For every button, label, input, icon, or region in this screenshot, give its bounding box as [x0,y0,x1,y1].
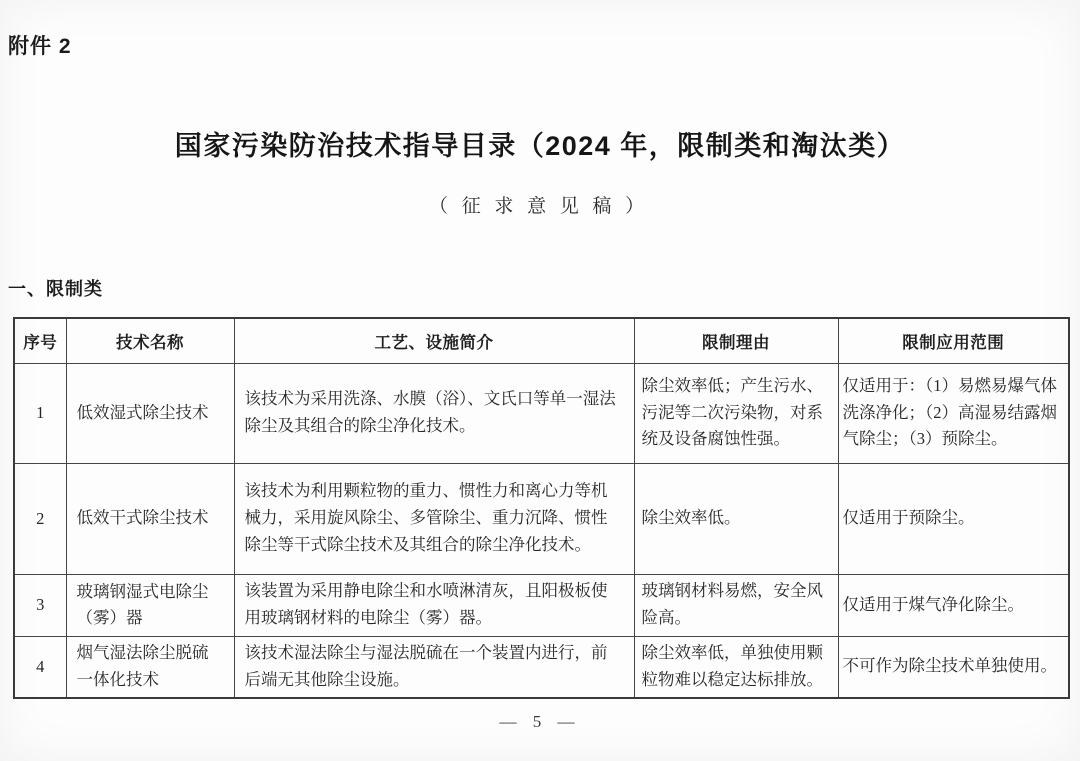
document-title: 国家污染防治技术指导目录（2024 年，限制类和淘汰类） [174,131,906,161]
application-scope-cell: 仅适用于：（1）易燃易爆气体洗涤净化；（2）高湿易结露烟气除尘；（3）预除尘。 [838,363,1069,463]
attachment-label: 附件 2 [8,35,72,58]
process-intro-cell: 该装置为采用静电除尘和水喷淋清灰，且阳极板使用玻璃钢材料的电除尘（雾）器。 [234,574,634,636]
technology-name-cell: 玻璃钢湿式电除尘（雾）器 [66,574,234,636]
restriction-reason-cell: 玻璃钢材料易燃，安全风险高。 [634,574,838,636]
header-process-intro: 工艺、设施简介 [234,318,634,363]
process-intro-cell: 该技术为利用颗粒物的重力、惯性力和离心力等机械力，采用旋风除尘、多管除尘、重力沉降、惯性除尘等干式除尘技术及其组合的除尘净化技术。 [234,463,634,574]
header-serial-number: 序号 [14,318,66,363]
restriction-reason-cell: 除尘效率低，单独使用颗粒物难以稳定达标排放。 [634,636,838,698]
process-intro-cell: 该技术为采用洗涤、水膜（浴）、文氏口等单一湿法除尘及其组合的除尘净化技术。 [234,363,634,463]
header-restriction-reason: 限制理由 [634,318,838,363]
process-intro-cell: 该技术湿法除尘与湿法脱硫在一个装置内进行，前后端无其他除尘设施。 [234,636,634,698]
application-scope-cell: 仅适用于预除尘。 [838,463,1069,574]
restricted-category-table [13,317,1070,699]
row-number-cell: 3 [14,574,66,636]
restriction-reason-cell: 除尘效率低。 [634,463,838,574]
technology-name-cell: 低效湿式除尘技术 [66,363,234,463]
header-application-scope: 限制应用范围 [838,318,1069,363]
table-header-row [14,318,1069,363]
row-number-cell: 4 [14,636,66,698]
header-technology-name: 技术名称 [66,318,234,363]
restriction-reason-cell: 除尘效率低；产生污水、污泥等二次污染物，对系统及设备腐蚀性强。 [634,363,838,463]
table-row [14,463,1069,574]
table-row [14,636,1069,698]
table-body [14,363,1069,698]
table-row [14,574,1069,636]
technology-name-cell: 烟气湿法除尘脱硫一体化技术 [66,636,234,698]
document-subtitle: （征求意见稿） [429,196,658,217]
page-number: — 5 — [499,712,581,731]
technology-name-cell: 低效干式除尘技术 [66,463,234,574]
application-scope-cell: 仅适用于煤气净化除尘。 [838,574,1069,636]
row-number-cell: 2 [14,463,66,574]
table-row [14,363,1069,463]
application-scope-cell: 不可作为除尘技术单独使用。 [838,636,1069,698]
section-heading-restricted-category: 一、限制类 [8,279,103,299]
row-number-cell: 1 [14,363,66,463]
